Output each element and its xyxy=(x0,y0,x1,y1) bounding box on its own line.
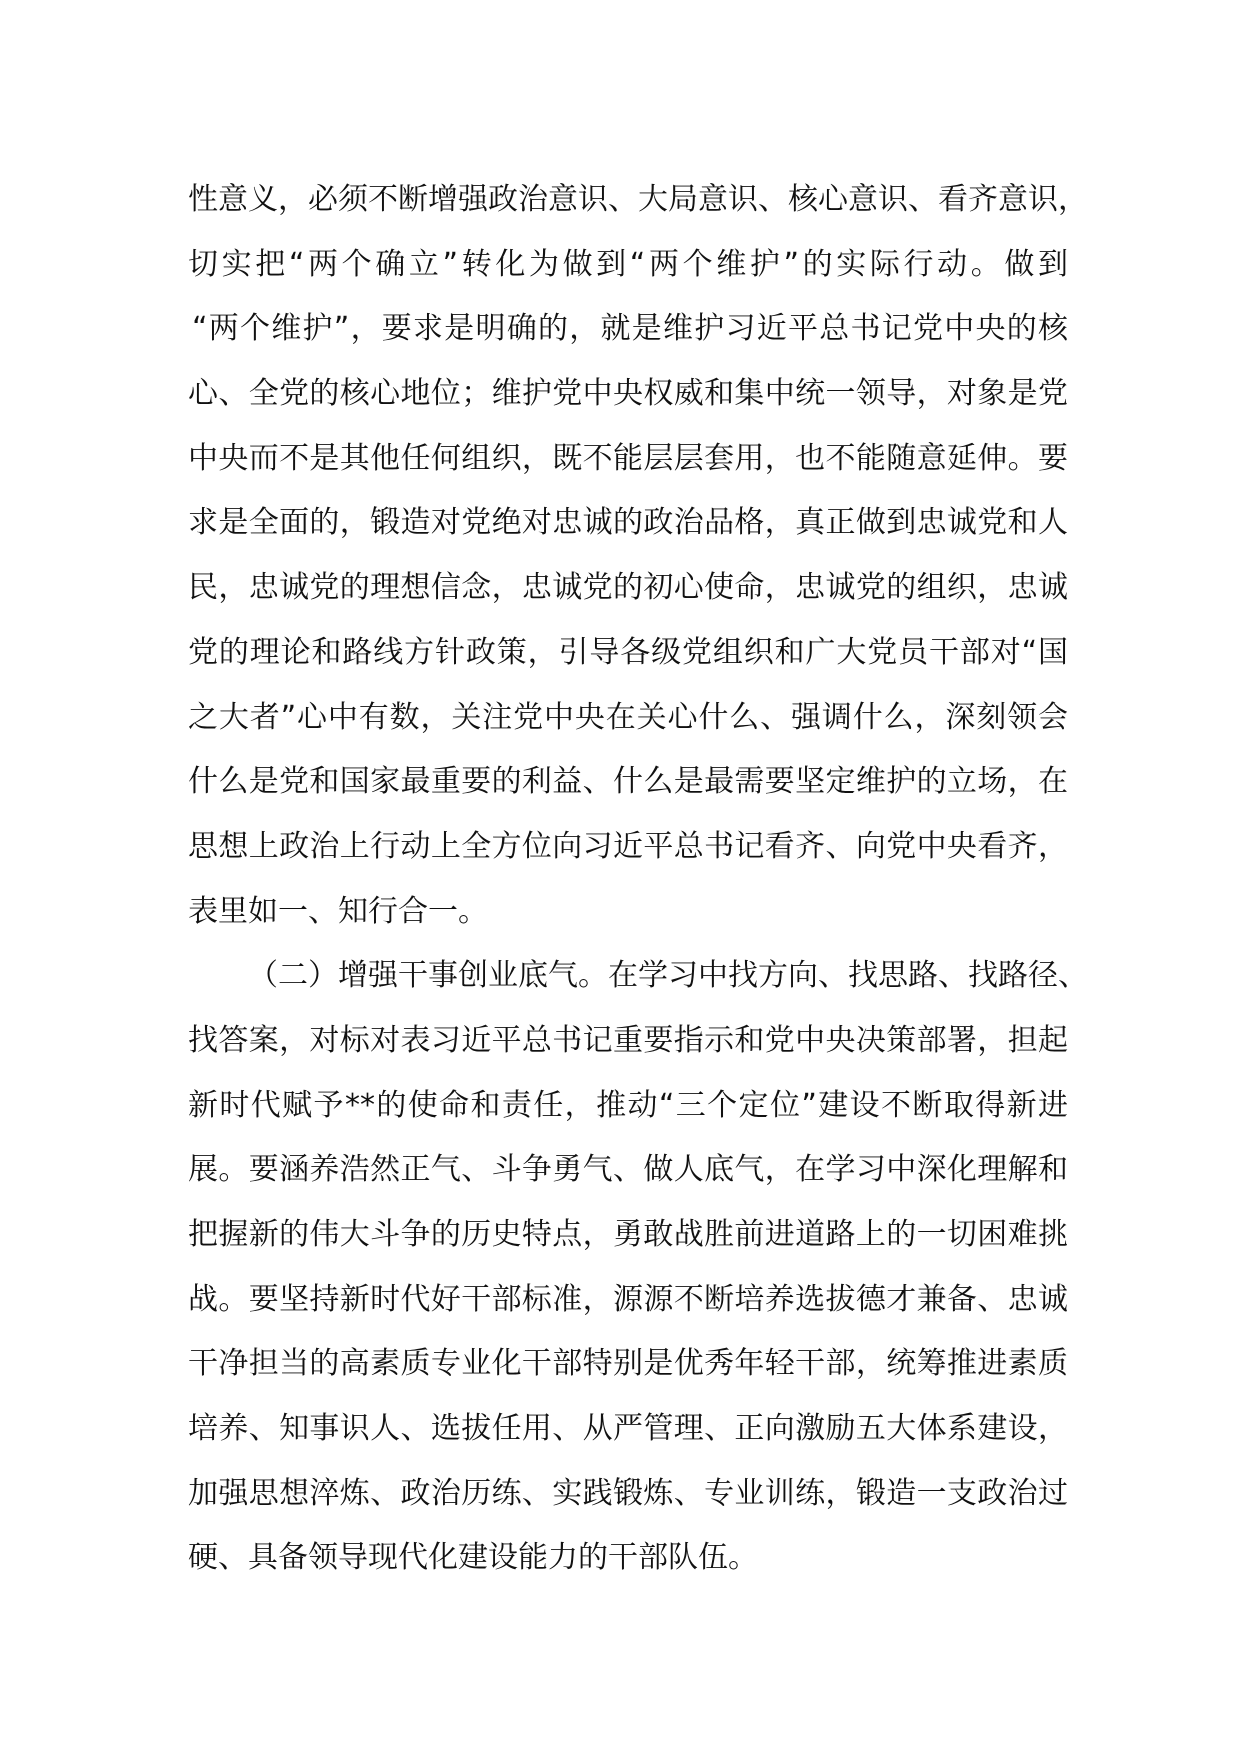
text-line: 把握新的伟大斗争的历史特点，勇敢战胜前进道路上的一切困难挑 xyxy=(188,1217,1068,1252)
text-line: 战。要坚持新时代好干部标准，源源不断培养选拔德才兼备、忠诚 xyxy=(188,1281,1068,1317)
text-line: 什么是党和国家最重要的利益、什么是最需要坚定维护的立场，在 xyxy=(188,764,1068,800)
text-line: 切实把“两个确立”转化为做到“两个维护”的实际行动。做到 xyxy=(188,246,1068,282)
text-line: 加强思想淬炼、政治历练、实践锻炼、专业训练，锻造一支政治过 xyxy=(188,1475,1068,1511)
text-line: 找答案，对标对表习近平总书记重要指示和党中央决策部署，担起 xyxy=(188,1022,1068,1058)
text-line: 之大者”心中有数，关注党中央在关心什么、强调什么，深刻领会 xyxy=(188,699,1068,735)
paragraph-1 xyxy=(188,168,1088,944)
paragraph-2 xyxy=(188,944,1088,1591)
text-line: 性意义，必须不断增强政治意识、大局意识、核心意识、看齐意识， xyxy=(188,182,1088,217)
text-line: 硬、具备领导现代化建设能力的干部队伍。 xyxy=(188,1540,758,1576)
text-line: 干净担当的高素质专业化干部特别是优秀年轻干部，统筹推进素质 xyxy=(188,1346,1068,1382)
document-body xyxy=(188,168,1088,1591)
text-line: 民，忠诚党的理想信念，忠诚党的初心使命，忠诚党的组织，忠诚 xyxy=(188,570,1068,606)
text-line: 党的理论和路线方针政策，引导各级党组织和广大党员干部对“国 xyxy=(188,634,1068,670)
text-line: 新时代赋予**的使命和责任，推动“三个定位”建设不断取得新进 xyxy=(188,1087,1068,1123)
text-line: “两个维护”，要求是明确的，就是维护习近平总书记党中央的核 xyxy=(192,311,1068,347)
text-line: 心、全党的核心地位；维护党中央权威和集中统一领导，对象是党 xyxy=(188,376,1068,412)
section-heading-line: （二）增强干事创业底气。在学习中找方向、找思路、找路径、 xyxy=(248,958,1088,994)
text-line: 表里如一、知行合一。 xyxy=(188,893,488,929)
text-line: 培养、知事识人、选拔任用、从严管理、正向激励五大体系建设， xyxy=(188,1411,1068,1447)
text-line: 求是全面的，锻造对党绝对忠诚的政治品格，真正做到忠诚党和人 xyxy=(188,505,1068,541)
text-line: 展。要涵养浩然正气、斗争勇气、做人底气，在学习中深化理解和 xyxy=(188,1152,1068,1188)
text-line: 思想上政治上行动上全方位向习近平总书记看齐、向党中央看齐， xyxy=(188,828,1068,864)
text-line: 中央而不是其他任何组织，既不能层层套用，也不能随意延伸。要 xyxy=(188,440,1068,476)
